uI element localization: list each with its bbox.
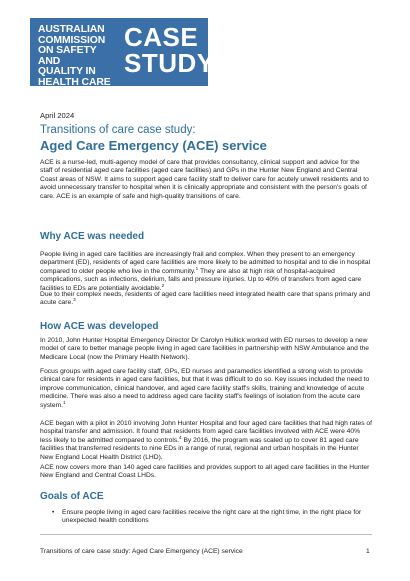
goals-list-item xyxy=(52,509,372,526)
footnote-ref: 4 xyxy=(179,434,182,440)
goals-bullet-text: Ensure people living in aged care facilities receive the right care at the right time, in the right place for unexpected health conditions xyxy=(62,509,362,525)
commission-logo-block xyxy=(30,18,215,88)
why-paragraph-2 xyxy=(40,291,372,308)
why-p1-text: People living in aged care facilities are increasingly frail and complex. When they present to an emergency department (ED), residents of aged care facilities are more likely to be admitted to hospital and to die in hospital compared to older people who live in the community. xyxy=(40,251,371,275)
footnote-ref: 2 xyxy=(161,282,165,288)
why-p2-text: Due to their complex needs, residents of aged care facilities need integrated health care that spans primary and acute care. xyxy=(40,291,371,307)
org-line: ON SAFETY AND xyxy=(38,45,97,67)
org-line: COMMISSION xyxy=(38,34,106,46)
case-word: CASE xyxy=(124,22,199,52)
intro-paragraph: ACE is a nurse-led, multi-agency model of care that provides consultancy, clinical support and advice for the staff of residential aged care facilities (aged care facilities) and GPs in the Hunter New England and Central Coast areas of NSW. It aims to support aged care facility staff to deliver care for acutely unwell residents and to avoid unnecessary transfer to hospital when it is clinically appropriate and consistent with the person's goals of care. ACE is an example of safe and high-quality transitions of care. xyxy=(40,159,369,200)
footnote-ref: 3 xyxy=(73,297,76,303)
document-subtitle: Transitions of care case study: xyxy=(40,124,196,136)
section-heading-goals: Goals of ACE xyxy=(40,491,104,502)
how-p2-text: Focus groups with aged care facility staff, GPs, ED nurses and paramedics identified a strong wish to provide clinical care for residents in aged care facilities, but that it was difficult to do so. Key issues included the need to improve communication, clinical handover, and aged care facility staff's skills, training and knowledge of acute medicine. There was also a need to address aged care facility staff's feelings of isolation from the acute care system. xyxy=(40,368,370,409)
how-paragraph-2 xyxy=(40,368,372,410)
footer-divider xyxy=(40,534,372,535)
section-heading-why: Why ACE was needed xyxy=(40,231,145,242)
how-p3-text: By 2016, the program was scaled up to cover 81 aged care facilities that transferred residents to nine EDs in a range of rural, regional and urban hospitals in the Hunter New England Local Health District (LHD). xyxy=(40,436,359,461)
study-word: STUDY xyxy=(124,48,215,78)
org-line: HEALTH CARE xyxy=(38,76,111,88)
how-paragraph-3 xyxy=(40,420,372,462)
case-study-label xyxy=(124,24,215,76)
footnote-ref: 1 xyxy=(63,399,66,405)
footnote-ref: 1 xyxy=(195,265,199,271)
how-paragraph-1: In 2010, John Hunter Hospital Emergency Director Dr Carolyn Hullick worked with ED nurses to develop a new model of care to better manage people living in aged care facilities in partnership with NSW Ambulance and the Medicare Local (now the Primary Health Network). xyxy=(40,337,369,361)
why-paragraph-1 xyxy=(40,251,372,293)
how-paragraph-4: ACE now covers more than 140 aged care facilities and provides support to all aged care facilities in the Hunter New England and Central Coast LHDs. xyxy=(40,464,370,480)
why-p1-text: They are also at high risk of hospital-acquired complications, such as infections, delirium, falls and pressure injuries. Up to 40% of transfers from aged care facilities to EDs are potentially avoidable. xyxy=(40,267,362,292)
document-title: Aged Care Emergency (ACE) service xyxy=(40,138,267,153)
page-number: 1 xyxy=(366,548,370,555)
publication-date: April 2024 xyxy=(40,111,75,120)
how-p3-text: ACE began with a pilot in 2010 involving John Hunter Hospital and four aged care facilities that had high rates of hospital transfer and admission. It found that residents from aged care facilities involved with ACE were 40% less likely to be admitted compared to controls. xyxy=(40,420,372,444)
section-heading-how: How ACE was developed xyxy=(40,321,159,332)
bullet-icon: • xyxy=(52,509,55,516)
org-line: AUSTRALIAN xyxy=(38,24,105,35)
org-line: QUALITY IN xyxy=(38,66,96,78)
footer-title: Transitions of care case study: Aged Care Emergency (ACE) service xyxy=(40,548,243,555)
org-name xyxy=(38,25,118,89)
